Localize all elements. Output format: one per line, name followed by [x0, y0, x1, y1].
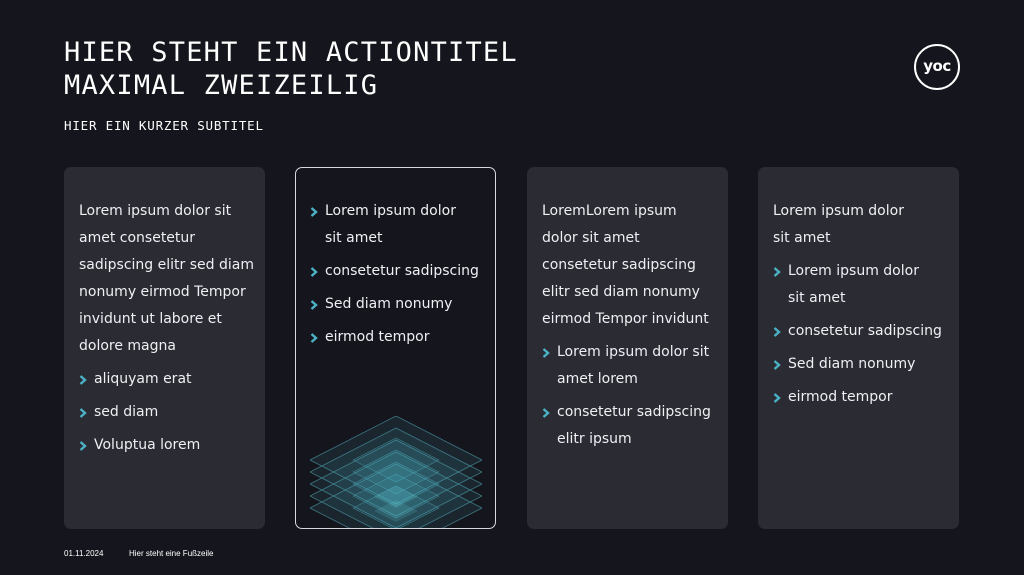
paragraph-line: LoremLorem ipsum [542, 203, 677, 219]
chevron-right-icon [79, 441, 87, 451]
bullet-list [79, 366, 255, 459]
bullet-text: sit amet [788, 290, 846, 306]
paragraph-line: amet consetetur [79, 230, 196, 246]
bullet-item [542, 339, 718, 393]
slide-title-line-1: HIER STEHT EIN ACTIONTITEL [64, 37, 518, 68]
paragraph-line: consetetur sadipscing [542, 257, 696, 273]
content-card-4 [758, 167, 959, 529]
content-card-2-highlighted [295, 167, 496, 529]
chevron-right-icon [79, 375, 87, 385]
footer-text: Hier steht eine Fußzeile [129, 549, 214, 558]
bullet-list [542, 339, 718, 453]
bullet-text: amet lorem [557, 371, 638, 387]
chevron-right-icon [310, 267, 318, 277]
bullet-text: Lorem ipsum dolor [325, 203, 456, 219]
bullet-text: elitr ipsum [557, 431, 632, 447]
slide-title [64, 36, 518, 102]
bullet-text: sit amet [325, 230, 383, 246]
bullet-item [310, 258, 486, 285]
paragraph-line: invidunt ut labore et [79, 311, 222, 327]
bullet-text: Sed diam nonumy [788, 356, 916, 372]
paragraph-line: elitr sed diam nonumy [542, 284, 700, 300]
slide-title-line-2: MAXIMAL ZWEIZEILIG [64, 70, 379, 101]
paragraph-line: sadipscing elitr sed diam [79, 257, 254, 273]
bullet-item [310, 291, 486, 318]
card-paragraph [773, 198, 949, 252]
paragraph-line: Lorem ipsum dolor [773, 203, 904, 219]
bullet-text: sed diam [94, 404, 159, 420]
bullet-text: consetetur sadipscing [788, 323, 942, 339]
slide-subtitle: HIER EIN KURZER SUBTITEL [64, 118, 264, 133]
card-paragraph [542, 198, 718, 333]
chevron-right-icon [79, 408, 87, 418]
chevron-right-icon [773, 360, 781, 370]
bullet-item [79, 432, 255, 459]
bullet-item [773, 258, 949, 312]
yoc-logo [914, 44, 960, 90]
bullet-text: aliquyam erat [94, 371, 192, 387]
bullet-item [773, 384, 949, 411]
paragraph-line: Lorem ipsum dolor sit [79, 203, 232, 219]
layered-pyramid-graphic [310, 416, 482, 528]
yoc-logo-text: yoc [923, 57, 951, 75]
paragraph-line: nonumy eirmod Tempor [79, 284, 246, 300]
paragraph-line: dolore magna [79, 338, 176, 354]
card-paragraph [79, 198, 255, 360]
bullet-item [310, 324, 486, 351]
footer-date: 01.11.2024 [64, 549, 104, 558]
paragraph-line: eirmod Tempor invidunt [542, 311, 709, 327]
bullet-text: Voluptua lorem [94, 437, 201, 453]
paragraph-line: sit amet [773, 230, 831, 246]
bullet-item [79, 366, 255, 393]
paragraph-line: dolor sit amet [542, 230, 640, 246]
chevron-right-icon [542, 408, 550, 418]
bullet-item [773, 351, 949, 378]
bullet-item [79, 399, 255, 426]
bullet-text: eirmod tempor [788, 389, 893, 405]
bullet-text: Lorem ipsum dolor [788, 263, 919, 279]
bullet-item [542, 399, 718, 453]
chevron-right-icon [773, 393, 781, 403]
bullet-text: consetetur sadipscing [325, 263, 479, 279]
bullet-text: eirmod tempor [325, 329, 430, 345]
chevron-right-icon [310, 333, 318, 343]
bullet-list [310, 198, 486, 351]
bullet-text: Lorem ipsum dolor sit [557, 344, 710, 360]
content-card-1 [64, 167, 265, 529]
chevron-right-icon [773, 327, 781, 337]
chevron-right-icon [310, 207, 318, 217]
chevron-right-icon [773, 267, 781, 277]
bullet-item [773, 318, 949, 345]
content-card-3 [527, 167, 728, 529]
bullet-item [310, 198, 486, 252]
chevron-right-icon [542, 348, 550, 358]
bullet-text: consetetur sadipscing [557, 404, 711, 420]
bullet-list [773, 258, 949, 411]
bullet-text: Sed diam nonumy [325, 296, 453, 312]
chevron-right-icon [310, 300, 318, 310]
